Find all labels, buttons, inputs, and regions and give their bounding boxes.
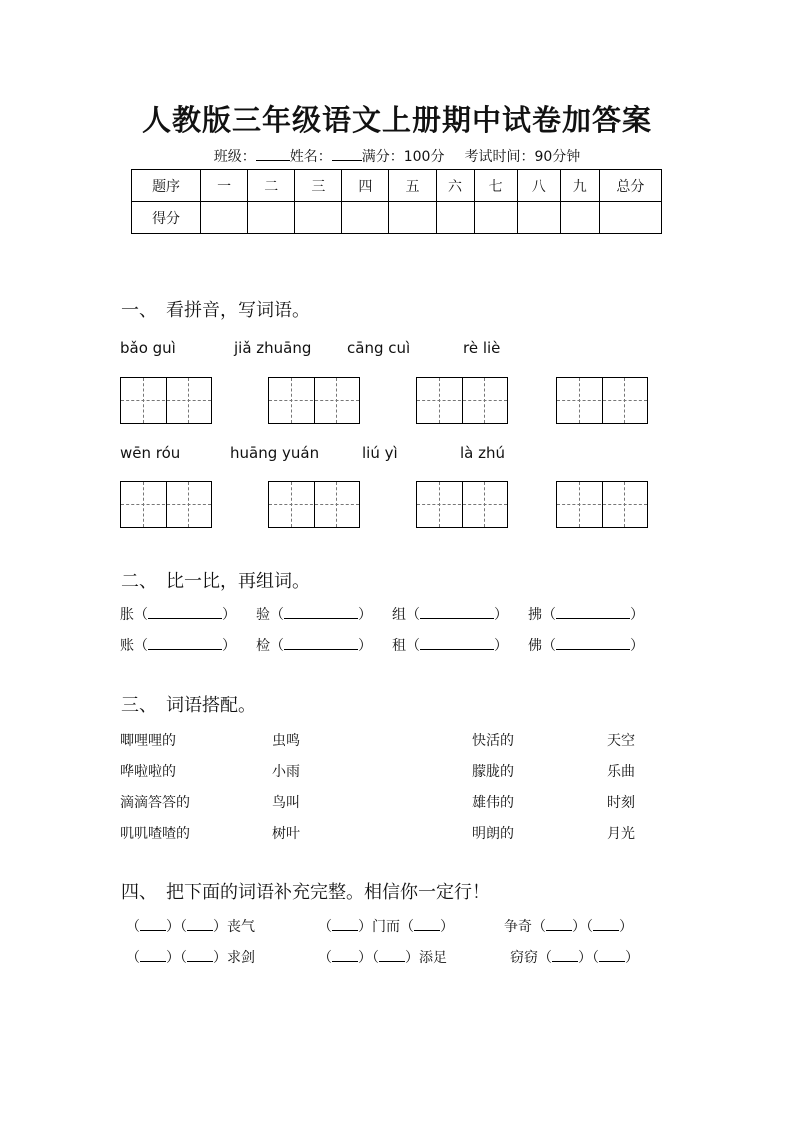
- name-label: 姓名：: [289, 149, 332, 165]
- header-cell: 总分: [599, 170, 661, 202]
- writing-grid[interactable]: [556, 377, 648, 424]
- answer-blank[interactable]: [379, 947, 405, 962]
- section3-title: 三、 词语搭配。: [121, 695, 256, 716]
- idiom-item: （ ）（ ）添足: [318, 947, 447, 967]
- header-cell: 九: [560, 170, 599, 202]
- word-blank-item: 组（ ）: [392, 604, 508, 624]
- writing-grid[interactable]: [556, 481, 648, 528]
- idiom-item: （ ）（ ）求剑: [126, 947, 255, 967]
- match-item[interactable]: 叽叽喳喳的: [120, 826, 190, 842]
- answer-blank[interactable]: [187, 947, 213, 962]
- full-score: 满分：100分: [361, 149, 445, 165]
- header-cell: 四: [342, 170, 389, 202]
- match-item[interactable]: 乐曲: [607, 764, 635, 780]
- match-item[interactable]: 唧哩哩的: [120, 733, 176, 749]
- char: 租: [392, 638, 406, 654]
- match-item[interactable]: 雄伟的: [472, 795, 514, 811]
- writing-grid[interactable]: [120, 377, 212, 424]
- writing-grid[interactable]: [416, 481, 508, 528]
- word-blank-item: 佛（ ）: [528, 635, 644, 655]
- idiom-item: （ ）门而（ ）: [318, 916, 454, 936]
- word-blank-item: 验（ ）: [256, 604, 372, 624]
- match-item[interactable]: 月光: [607, 826, 635, 842]
- section2-title: 二、 比一比，再组词。: [121, 571, 310, 592]
- answer-blank[interactable]: [187, 916, 213, 931]
- idiom-item: 争奇（ ）（ ）: [504, 916, 633, 936]
- score-table: [131, 169, 662, 234]
- score-cell[interactable]: [599, 202, 661, 234]
- pinyin: rè liè: [463, 339, 501, 357]
- match-item[interactable]: 虫鸣: [272, 733, 300, 749]
- answer-blank[interactable]: [332, 916, 358, 931]
- pinyin: cāng cuì: [347, 339, 411, 357]
- match-item[interactable]: 鸟叫: [272, 795, 300, 811]
- score-value-row: [132, 202, 662, 234]
- match-item[interactable]: 哗啦啦的: [120, 764, 176, 780]
- word-blank-item: 胀（ ）: [120, 604, 236, 624]
- answer-blank[interactable]: [284, 604, 358, 619]
- pinyin: huāng yuán: [230, 444, 320, 462]
- char: 胀: [120, 607, 134, 623]
- writing-grid[interactable]: [268, 481, 360, 528]
- pinyin: liú yì: [362, 444, 398, 462]
- word-blank-item: 账（ ）: [120, 635, 236, 655]
- answer-blank[interactable]: [599, 947, 625, 962]
- writing-grid[interactable]: [268, 377, 360, 424]
- match-item[interactable]: 明朗的: [472, 826, 514, 842]
- match-item[interactable]: 滴滴答答的: [120, 795, 190, 811]
- header-cell: 三: [295, 170, 342, 202]
- match-item[interactable]: 天空: [607, 733, 635, 749]
- answer-blank[interactable]: [140, 947, 166, 962]
- answer-blank[interactable]: [332, 947, 358, 962]
- pinyin: jiǎ zhuāng: [234, 339, 312, 357]
- section1-title: 一、 看拼音，写词语。: [121, 300, 310, 321]
- idiom-item: 窃窃（ ）（ ）: [510, 947, 639, 967]
- score-cell[interactable]: [295, 202, 342, 234]
- exam-time: 考试时间：90分钟: [464, 149, 581, 165]
- score-row-label: 得分: [132, 202, 201, 234]
- score-cell[interactable]: [436, 202, 474, 234]
- header-cell: 二: [248, 170, 295, 202]
- exam-info: [0, 146, 794, 166]
- word-blank-item: 拂（ ）: [528, 604, 644, 624]
- word-blank-item: 租（ ）: [392, 635, 508, 655]
- header-cell: 六: [436, 170, 474, 202]
- answer-blank[interactable]: [552, 947, 578, 962]
- answer-blank[interactable]: [420, 635, 494, 650]
- writing-grid[interactable]: [416, 377, 508, 424]
- writing-grid[interactable]: [120, 481, 212, 528]
- answer-blank[interactable]: [148, 635, 222, 650]
- match-item[interactable]: 时刻: [607, 795, 635, 811]
- match-item[interactable]: 朦胧的: [472, 764, 514, 780]
- page-title: 人教版三年级语文上册期中试卷加答案: [141, 103, 652, 137]
- match-item[interactable]: 小雨: [272, 764, 300, 780]
- score-cell[interactable]: [517, 202, 560, 234]
- answer-blank[interactable]: [420, 604, 494, 619]
- answer-blank[interactable]: [556, 604, 630, 619]
- answer-blank[interactable]: [140, 916, 166, 931]
- header-cell: 题序: [132, 170, 201, 202]
- score-header-row: [132, 170, 662, 202]
- score-cell[interactable]: [201, 202, 248, 234]
- match-item[interactable]: 快活的: [472, 733, 514, 749]
- char: 拂: [528, 607, 542, 623]
- pinyin: là zhú: [460, 444, 506, 462]
- idiom-item: （ ）（ ）丧气: [126, 916, 255, 936]
- header-cell: 一: [201, 170, 248, 202]
- section4-title: 四、 把下面的词语补充完整。相信你一定行！: [121, 882, 490, 903]
- answer-blank[interactable]: [593, 916, 619, 931]
- score-cell[interactable]: [389, 202, 436, 234]
- answer-blank[interactable]: [546, 916, 572, 931]
- answer-blank[interactable]: [284, 635, 358, 650]
- answer-blank[interactable]: [148, 604, 222, 619]
- char: 佛: [528, 638, 542, 654]
- char: 检: [256, 638, 270, 654]
- char: 账: [120, 638, 134, 654]
- header-cell: 五: [389, 170, 436, 202]
- word-blank-item: 检（ ）: [256, 635, 372, 655]
- answer-blank[interactable]: [556, 635, 630, 650]
- char: 组: [392, 607, 406, 623]
- match-item[interactable]: 树叶: [272, 826, 300, 842]
- class-blank[interactable]: [256, 146, 290, 161]
- answer-blank[interactable]: [414, 916, 440, 931]
- name-blank[interactable]: [332, 146, 362, 161]
- score-cell[interactable]: [474, 202, 517, 234]
- header-cell: 七: [474, 170, 517, 202]
- char: 验: [256, 607, 270, 623]
- score-cell[interactable]: [248, 202, 295, 234]
- score-cell[interactable]: [560, 202, 599, 234]
- pinyin: wēn róu: [120, 444, 181, 462]
- class-label: 班级：: [213, 149, 256, 165]
- header-cell: 八: [517, 170, 560, 202]
- score-cell[interactable]: [342, 202, 389, 234]
- pinyin: bǎo guì: [120, 339, 176, 357]
